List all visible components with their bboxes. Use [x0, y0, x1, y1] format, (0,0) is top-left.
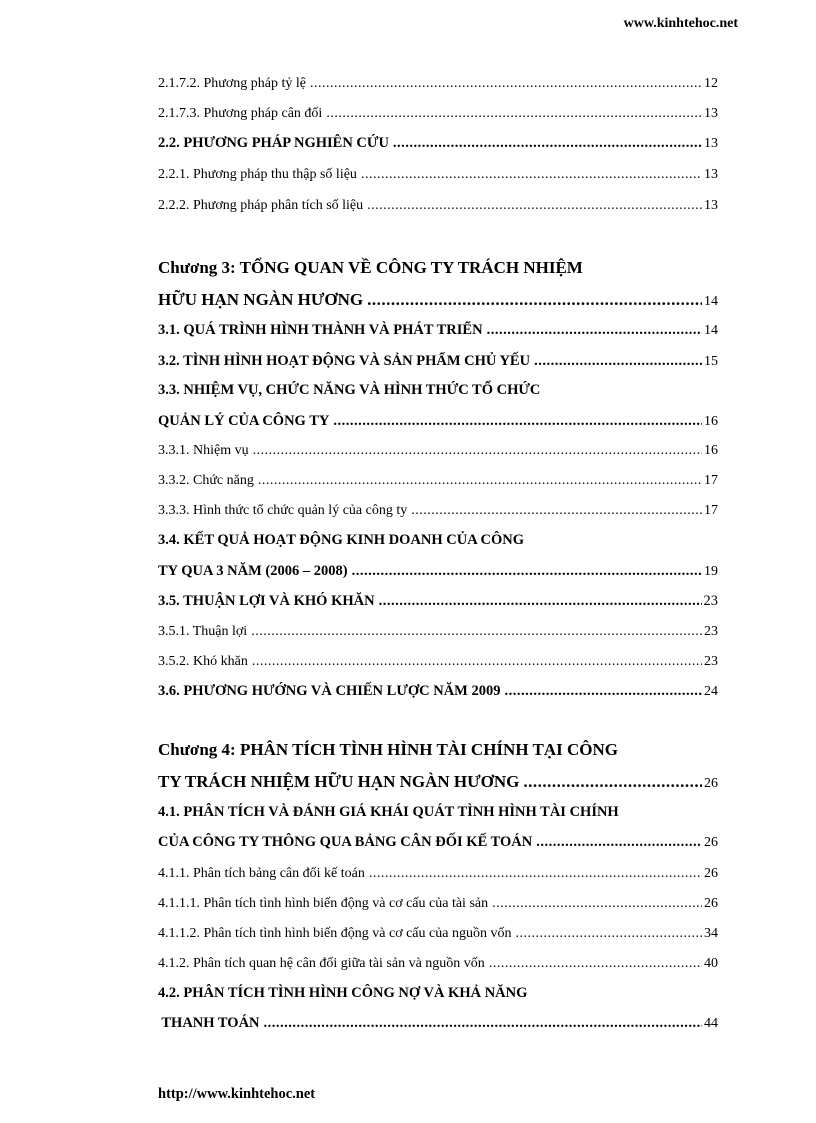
toc-chapter-3-line1[interactable]: Chương 3: TỔNG QUAN VỀ CÔNG TY TRÁCH NHIỆM — [158, 258, 583, 277]
toc-entry-4-1-2[interactable] — [158, 956, 718, 972]
toc-entry-label: 3.5.2. Khó khăn — [158, 654, 248, 669]
toc-entry-label: 3.3.3. Hình thức tổ chức quản lý của công ty — [158, 503, 408, 518]
toc-entry-4-1-line1[interactable]: 4.1. PHÂN TÍCH VÀ ĐÁNH GIÁ KHÁI QUÁT TÌNH HÌNH TÀI CHÍNH — [158, 804, 619, 820]
toc-chapter-4-line1[interactable]: Chương 4: PHÂN TÍCH TÌNH HÌNH TÀI CHÍNH TẠI CÔNG — [158, 740, 618, 759]
toc-leader-dots — [369, 866, 702, 882]
toc-entry-3-5[interactable] — [158, 593, 718, 610]
toc-entry-label: 4.1.2. Phân tích quan hệ cân đối giữa tài sản và nguồn vốn — [158, 956, 485, 971]
toc-entry-label: 4.1.1. Phân tích bảng cân đối kế toán — [158, 866, 365, 881]
toc-leader-dots — [367, 198, 702, 214]
toc-leader-dots — [515, 926, 702, 942]
toc-page-number: 23 — [704, 654, 718, 669]
toc-entry-label: 3.1. QUÁ TRÌNH HÌNH THÀNH VÀ PHÁT TRIỂN — [158, 322, 483, 338]
toc-entry-label: 4.1.1.1. Phân tích tình hình biến động và cơ cấu của tài sản — [158, 896, 489, 911]
toc-entry-label: CỦA CÔNG TY THÔNG QUA BẢNG CÂN ĐỐI KẾ TOÁN — [158, 834, 533, 850]
toc-entry-4-1-1-2[interactable] — [158, 926, 718, 942]
toc-leader-dots — [523, 772, 702, 792]
toc-page-number: 14 — [704, 323, 718, 338]
toc-leader-dots — [534, 353, 702, 370]
toc-leader-dots — [367, 290, 702, 310]
toc-entry-label: 3.2. TÌNH HÌNH HOẠT ĐỘNG VÀ SẢN PHẨM CHỦ YẾU — [158, 353, 531, 369]
toc-entry-2-2-1[interactable] — [158, 167, 718, 183]
toc-leader-dots — [251, 624, 702, 640]
toc-entry-3-3-line1[interactable]: 3.3. NHIỆM VỤ, CHỨC NĂNG VÀ HÌNH THỨC TỔ CHỨC — [158, 382, 541, 398]
toc-page-number: 13 — [704, 106, 718, 121]
toc-entry-label: 3.3.2. Chức năng — [158, 473, 254, 488]
toc-leader-dots — [536, 834, 702, 851]
header-site-url: www.kinhtehoc.net — [623, 16, 738, 31]
toc-page-number: 26 — [704, 776, 718, 791]
toc-leader-dots — [393, 135, 702, 152]
toc-chapter-4[interactable] — [158, 772, 718, 792]
footer-site-url[interactable]: http://www.kinhtehoc.net — [158, 1086, 316, 1102]
toc-entry-label: 2.1.7.2. Phương pháp tỷ lệ — [158, 76, 306, 91]
toc-entry-4-1-1-1[interactable] — [158, 896, 718, 912]
toc-page-number: 26 — [704, 896, 718, 911]
toc-page-number: 14 — [704, 294, 718, 309]
toc-entry-3-1[interactable] — [158, 322, 718, 339]
toc-page-number: 16 — [704, 414, 718, 429]
toc-page-number: 34 — [704, 926, 718, 941]
toc-leader-dots — [264, 1015, 702, 1032]
toc-leader-dots — [361, 167, 702, 183]
toc-entry-label: 2.1.7.3. Phương pháp cân đối — [158, 106, 323, 121]
toc-page-number: 12 — [704, 76, 718, 91]
toc-entry-label: THANH TOÁN — [158, 1015, 260, 1031]
toc-entry-3-5-2[interactable] — [158, 654, 718, 670]
toc-entry-label: QUẢN LÝ CỦA CÔNG TY — [158, 413, 330, 429]
toc-leader-dots — [411, 503, 702, 519]
toc-page-number: 26 — [704, 835, 718, 850]
toc-leader-dots — [492, 896, 702, 912]
toc-entry-2-2-2[interactable] — [158, 198, 718, 214]
toc-entry-2-1-7-2[interactable] — [158, 76, 718, 92]
toc-leader-dots — [326, 106, 702, 122]
toc-entry-label: 4.1.1.2. Phân tích tình hình biến động và cơ cấu của nguồn vốn — [158, 926, 512, 941]
toc-entry-label: 2.2.2. Phương pháp phân tích số liệu — [158, 198, 364, 213]
toc-chapter-3[interactable] — [158, 290, 718, 310]
toc-page-number: 40 — [704, 956, 718, 971]
toc-entry-label: HỮU HẠN NGÀN HƯƠNG — [158, 290, 364, 309]
toc-entry-3-4[interactable] — [158, 563, 718, 580]
toc-page-number: 19 — [704, 564, 718, 579]
toc-entry-3-3[interactable] — [158, 413, 718, 430]
toc-entry-2-1-7-3[interactable] — [158, 106, 718, 122]
toc-page-number: 24 — [704, 684, 718, 699]
toc-entry-4-2-line1[interactable]: 4.2. PHÂN TÍCH TÌNH HÌNH CÔNG NỢ VÀ KHẢ NĂNG — [158, 985, 528, 1001]
toc-entry-label: 3.5. THUẬN LỢI VÀ KHÓ KHĂN — [158, 593, 375, 609]
toc-entry-label: 3.5.1. Thuận lợi — [158, 624, 248, 639]
toc-entry-3-6[interactable] — [158, 683, 718, 700]
toc-leader-dots — [352, 563, 702, 580]
toc-page-number: 17 — [704, 473, 718, 488]
toc-leader-dots — [489, 956, 702, 972]
toc-entry-label: 2.2.1. Phương pháp thu thập số liệu — [158, 167, 357, 182]
toc-leader-dots — [379, 593, 702, 610]
toc-leader-dots — [487, 322, 702, 339]
toc-entry-3-3-2[interactable] — [158, 473, 718, 489]
toc-leader-dots — [333, 413, 702, 430]
toc-page-number: 15 — [704, 354, 718, 369]
toc-entry-3-3-3[interactable] — [158, 503, 718, 519]
toc-page-number: 23 — [704, 624, 718, 639]
toc-entry-2-2[interactable] — [158, 135, 718, 152]
toc-page-number: 23 — [703, 593, 718, 609]
toc-entry-label: TY QUA 3 NĂM (2006 – 2008) — [158, 563, 348, 579]
toc-leader-dots — [253, 443, 702, 459]
toc-page-number: 16 — [704, 443, 718, 458]
toc-page-number: 26 — [704, 866, 718, 881]
toc-entry-4-1-1[interactable] — [158, 866, 718, 882]
toc-page-number: 13 — [704, 167, 718, 182]
toc-page-number: 17 — [704, 503, 718, 518]
toc-leader-dots — [252, 654, 702, 670]
toc-entry-3-4-line1[interactable]: 3.4. KẾT QUẢ HOẠT ĐỘNG KINH DOANH CỦA CÔNG — [158, 532, 525, 548]
toc-entry-4-2[interactable] — [158, 1015, 718, 1032]
toc-entry-label: 3.3.1. Nhiệm vụ — [158, 443, 249, 458]
toc-leader-dots — [258, 473, 702, 489]
toc-leader-dots — [310, 76, 702, 92]
toc-entry-4-1[interactable] — [158, 834, 718, 851]
toc-entry-label: TY TRÁCH NHIỆM HỮU HẠN NGÀN HƯƠNG — [158, 772, 520, 791]
toc-entry-3-2[interactable] — [158, 353, 718, 370]
toc-entry-label: 3.6. PHƯƠNG HƯỚNG VÀ CHIẾN LƯỢC NĂM 2009 — [158, 683, 501, 699]
toc-page-number: 44 — [704, 1016, 718, 1031]
toc-entry-label: 2.2. PHƯƠNG PHÁP NGHIÊN CỨU — [158, 135, 389, 151]
toc-leader-dots — [505, 683, 703, 700]
toc-page-number: 13 — [704, 198, 718, 213]
toc-page-number: 13 — [704, 136, 718, 151]
toc-entry-3-3-1[interactable] — [158, 443, 718, 459]
toc-entry-3-5-1[interactable] — [158, 624, 718, 640]
